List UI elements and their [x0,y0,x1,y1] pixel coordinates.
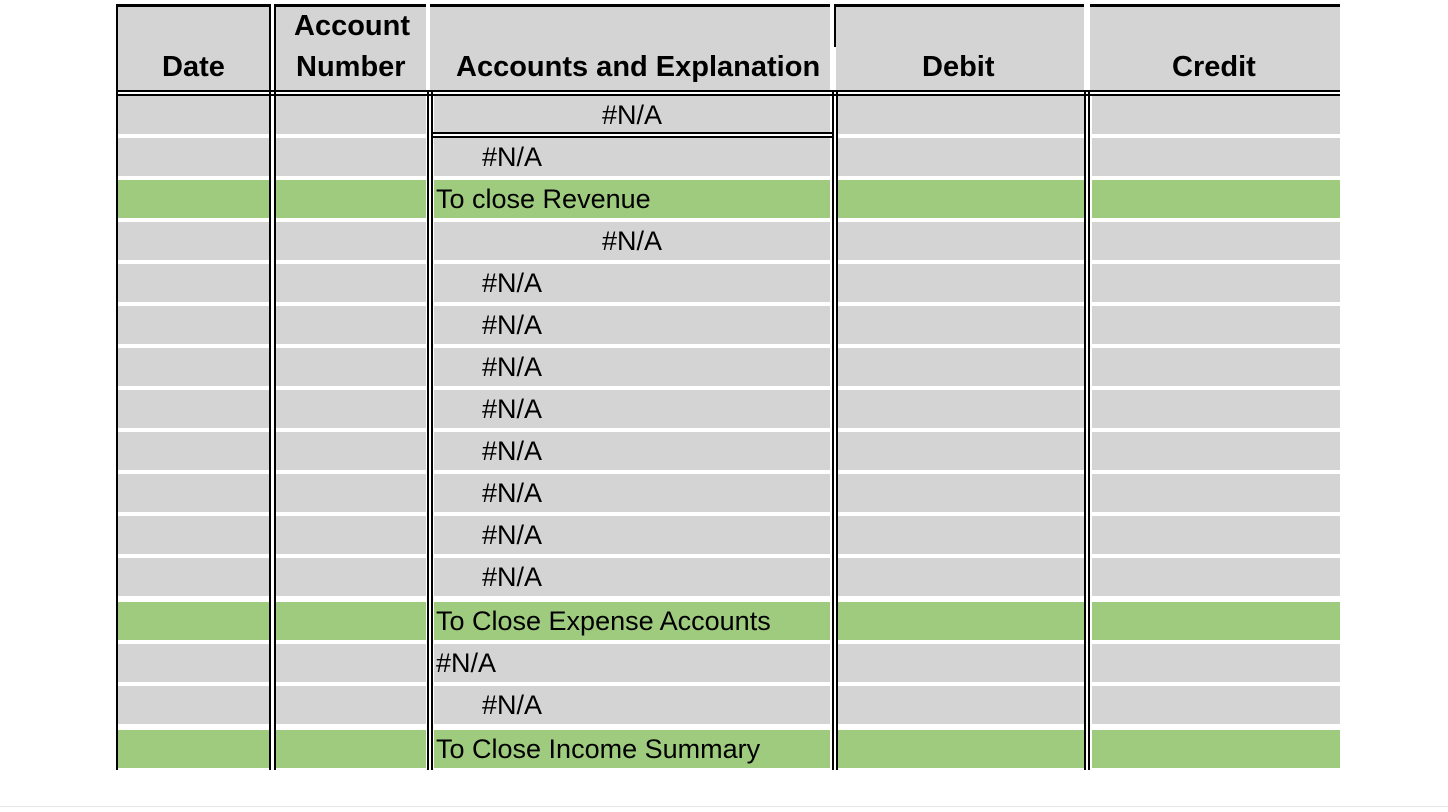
credit-cell[interactable] [1092,602,1340,640]
debit-cell[interactable] [838,432,1084,470]
credit-cell[interactable] [1092,516,1340,554]
date-cell[interactable] [116,432,269,470]
table-row [116,348,1340,386]
credit-cell[interactable] [1092,180,1340,218]
date-cell[interactable] [116,474,269,512]
header-explanation-label: Accounts and Explanation [456,51,821,83]
explanation-cell[interactable] [434,432,830,470]
column-divider [836,90,838,770]
header-credit [1090,4,1340,90]
table-row [116,516,1340,554]
header-credit-label: Credit [1172,51,1256,83]
explanation-text: #N/A [482,520,543,550]
date-cell[interactable] [116,138,269,176]
explanation-cell[interactable] [434,180,830,218]
header-accounts-explanation [430,4,830,90]
account-number-cell[interactable] [276,180,426,218]
table-row [116,222,1340,260]
explanation-cell[interactable] [434,138,830,176]
cell-underline [431,132,832,134]
explanation-cell[interactable] [434,348,830,386]
table-row [116,602,1340,640]
table-row [116,474,1340,512]
date-cell[interactable] [116,686,269,724]
debit-cell[interactable] [838,390,1084,428]
credit-cell[interactable] [1092,306,1340,344]
explanation-cell[interactable] [434,222,830,260]
explanation-text: #N/A [482,394,543,424]
column-divider [274,4,276,770]
header-date-label: Date [162,51,225,83]
explanation-cell[interactable] [434,730,830,768]
explanation-text: #N/A [482,478,543,508]
explanation-text: #N/A [436,648,497,678]
credit-cell[interactable] [1092,558,1340,596]
header-date [116,4,269,90]
debit-cell[interactable] [838,264,1084,302]
credit-cell[interactable] [1092,474,1340,512]
debit-cell[interactable] [838,96,1084,134]
explanation-text: #N/A [601,100,663,130]
debit-cell[interactable] [838,730,1084,768]
credit-cell[interactable] [1092,686,1340,724]
account-number-cell[interactable] [276,306,426,344]
column-divider [427,90,429,770]
explanation-text: #N/A [482,268,543,298]
explanation-cell[interactable] [434,516,830,554]
date-cell[interactable] [116,602,269,640]
header-account-number [276,4,426,90]
debit-cell[interactable] [838,474,1084,512]
account-number-cell[interactable] [276,138,426,176]
explanation-text: #N/A [482,352,543,382]
table-row [116,644,1340,682]
column-divider [834,4,836,47]
date-cell[interactable] [116,264,269,302]
credit-cell[interactable] [1092,96,1340,134]
debit-cell[interactable] [838,222,1084,260]
column-divider [269,4,271,770]
explanation-text: #N/A [482,562,543,592]
explanation-text: #N/A [482,310,543,340]
debit-cell[interactable] [838,516,1084,554]
account-number-cell[interactable] [276,390,426,428]
table-row [116,264,1340,302]
header-debit [836,4,1084,90]
credit-cell[interactable] [1092,390,1340,428]
explanation-cell[interactable] [434,306,830,344]
date-cell[interactable] [116,306,269,344]
table-row [116,96,1340,134]
date-cell[interactable] [116,730,269,768]
header-debit-label: Debit [922,51,995,83]
date-cell[interactable] [116,644,269,682]
journal-table [116,4,1340,770]
column-divider [832,90,834,770]
explanation-cell[interactable] [434,264,830,302]
header-account-label-line2: Number [296,51,406,83]
table-row [116,180,1340,218]
table-row [116,730,1340,768]
explanation-cell[interactable] [434,96,830,134]
table-row [116,686,1340,724]
debit-cell[interactable] [838,558,1084,596]
account-number-cell[interactable] [276,474,426,512]
explanation-cell[interactable] [434,602,830,640]
debit-cell[interactable] [838,180,1084,218]
debit-cell[interactable] [838,686,1084,724]
table-row [116,306,1340,344]
account-number-cell[interactable] [276,516,426,554]
account-number-cell[interactable] [276,730,426,768]
debit-cell[interactable] [838,138,1084,176]
explanation-text: #N/A [601,226,663,256]
table-row [116,138,1340,176]
explanation-cell[interactable] [434,390,830,428]
explanation-text: To Close Income Summary [436,734,761,764]
header-rule [116,90,1340,92]
page-divider [0,806,1448,807]
header-account-label-line1: Account [294,10,410,42]
left-border [116,4,118,770]
account-number-cell[interactable] [276,602,426,640]
column-divider [1088,90,1090,770]
debit-cell[interactable] [838,306,1084,344]
explanation-cell[interactable] [434,474,830,512]
explanation-text: #N/A [482,436,543,466]
date-cell[interactable] [116,516,269,554]
credit-cell[interactable] [1092,264,1340,302]
explanation-cell[interactable] [434,686,830,724]
explanation-cell[interactable] [434,558,830,596]
date-cell[interactable] [116,558,269,596]
credit-cell[interactable] [1092,348,1340,386]
date-cell[interactable] [116,390,269,428]
account-number-cell[interactable] [276,558,426,596]
account-number-cell[interactable] [276,264,426,302]
debit-cell[interactable] [838,602,1084,640]
explanation-cell[interactable] [434,644,830,682]
account-number-cell[interactable] [276,644,426,682]
cell-underline [431,136,832,138]
column-divider [1084,90,1086,770]
table-row [116,432,1340,470]
account-number-cell[interactable] [276,96,426,134]
explanation-text: To close Revenue [436,184,651,214]
date-cell[interactable] [116,222,269,260]
account-number-cell[interactable] [276,432,426,470]
explanation-text: #N/A [482,690,543,720]
credit-cell[interactable] [1092,138,1340,176]
debit-cell[interactable] [838,348,1084,386]
account-number-cell[interactable] [276,686,426,724]
account-number-cell[interactable] [276,222,426,260]
credit-cell[interactable] [1092,432,1340,470]
account-number-cell[interactable] [276,348,426,386]
date-cell[interactable] [116,96,269,134]
explanation-text: To Close Expense Accounts [436,606,771,636]
credit-cell[interactable] [1092,730,1340,768]
credit-cell[interactable] [1092,222,1340,260]
debit-cell[interactable] [838,644,1084,682]
date-cell[interactable] [116,348,269,386]
explanation-text: #N/A [482,142,543,172]
date-cell[interactable] [116,180,269,218]
column-divider [431,90,433,770]
credit-cell[interactable] [1092,644,1340,682]
table-row [116,558,1340,596]
table-row [116,390,1340,428]
header-rule [116,94,1340,96]
